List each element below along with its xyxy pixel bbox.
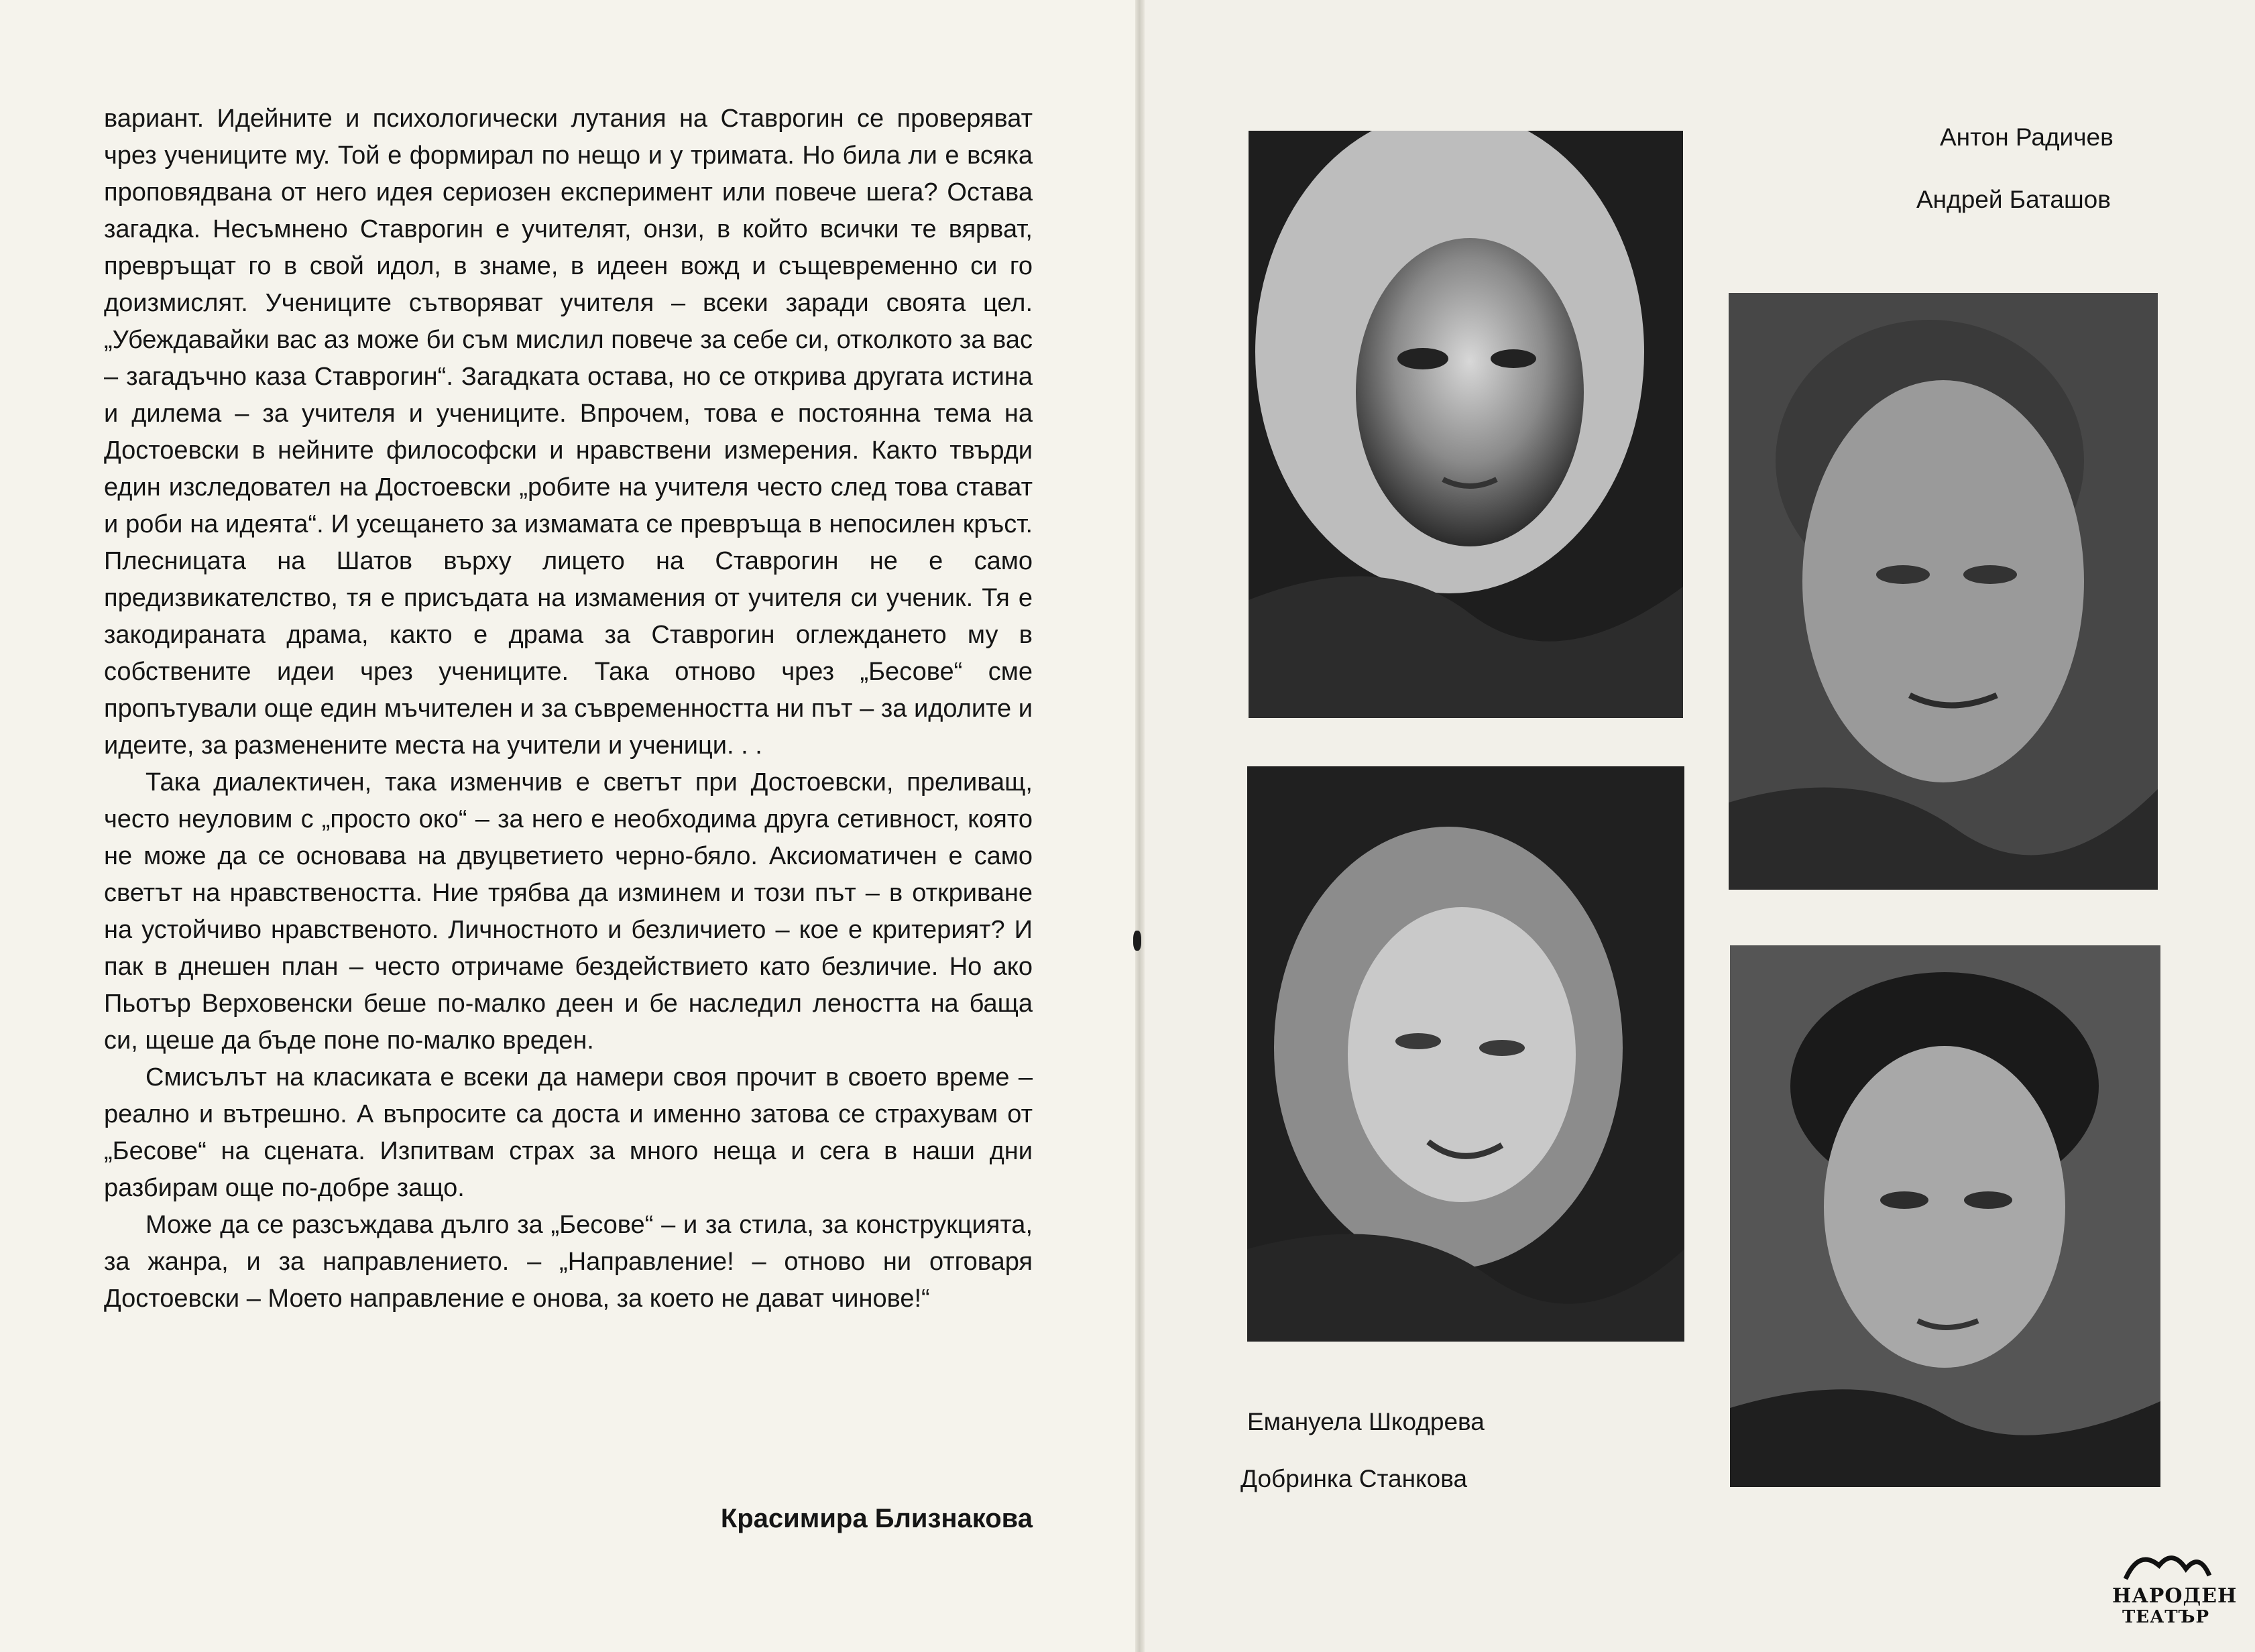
logo-line-2: ТЕАТЪР [2122, 1607, 2210, 1627]
actor-name-dobrinka-stankova: Добринка Станкова [1240, 1465, 1468, 1492]
actor-name-anton-radichev: Антон Радичев [1940, 123, 2114, 151]
author-signature: Красимира Близнакова [720, 1504, 1033, 1533]
logo-line-1: НАРОДЕН [2112, 1584, 2238, 1608]
logo-emblem-icon [2112, 1545, 2219, 1586]
page-fold [1135, 0, 1145, 1652]
actor-name-emanuela-shkodreva: Емануела Шкодрева [1247, 1408, 1485, 1435]
paragraph-3: Смисълът на класиката е всеки да намери своя прочит в своето време – реално и вътрешно. А въпросите са доста и именно затова се страхувам от „Бесове“ на сцената. Изпитвам страх за много неща и сега в наши дни разбирам още по-добре защо. [104, 1063, 1033, 1202]
actor-name-andrey-batashov: Андрей Баташов [1916, 186, 2111, 213]
paragraph-1: вариант. Идейните и психологически лутания на Ставрогин се проверяват чрез учениците му. Той е формирал по нещо и у тримата. Но била ли е всяка проповядвана от него идея сериозен експеримент или повече шега? Остава загадка. Несъмнено Ставрогин е учителят, онзи, в който всички те вярват, превръщат го в свой идол, в знаме, в идеен вожд и същевременно си го доизмислят. Учениците сътворяват учителя – всеки заради своята цел. „Убеждавайки вас аз може би съм мислил повече за себе си, отколкото за вас – загадъчно каза Ставрогин“. Загадката остава, но се открива другата истина и дилема – за учителя и учениците. Впрочем, това е постоянна тема на Достоевски в нейните философски и нравствени измерения. Както твърди един изследовател на Достоевски „робите на учителя често след това стават и роби на идеята“. И усещането за измамата се превръща в непосилен кръст. Плесницата на Шатов върху лицето на Ставрогин не е само предизвикателство, тя е присъдата на измамения от учителя си ученик. Тя е закодираната драма, както е драма за Ставрогин оглеждането му в собствените идеи чрез учениците. Така отново чрез „Бесове“ сме пропътували още един мъчителен и за съвременността ни път – за идолите и идеите, за разменените места на учители и ученици. . . [104, 105, 1033, 760]
article-text [104, 101, 1033, 1317]
portrait-photo-emanuela [1249, 131, 1683, 718]
portrait-photo-dobrinka [1247, 766, 1684, 1342]
paragraph-4: Може да се разсъждава дълго за „Бесове“ – и за стила, за конструкцията, за жанра, и за направлението. – „Направление! – отново ни отговаря Достоевски – Моето направление е онова, за което не дават чинове!“ [104, 1211, 1033, 1313]
portrait-photo-anton [1729, 293, 2158, 890]
national-theatre-logo [2112, 1545, 2238, 1633]
portrait-photo-andrey [1730, 945, 2160, 1487]
paragraph-2: Така диалектичен, така изменчив е светът при Достоевски, преливащ, често неуловим с „просто око“ – за него е необходима друга сетивност, която не може да се основава на двуцветието черно-бяло. Аксиоматичен е само светът на нравствеността. Ние трябва да изминем и този път – в откриване на устойчиво нравственото. Личностното и безличието – кое е критерият? И пак в днешен план – често отричаме бездействието като безличие. Но ако Пьотър Верховенски беше по-малко деен и бе наследил леността на баща си, щеше да бъде поне по-малко вреден. [104, 768, 1033, 1055]
binding-hole [1133, 931, 1141, 951]
